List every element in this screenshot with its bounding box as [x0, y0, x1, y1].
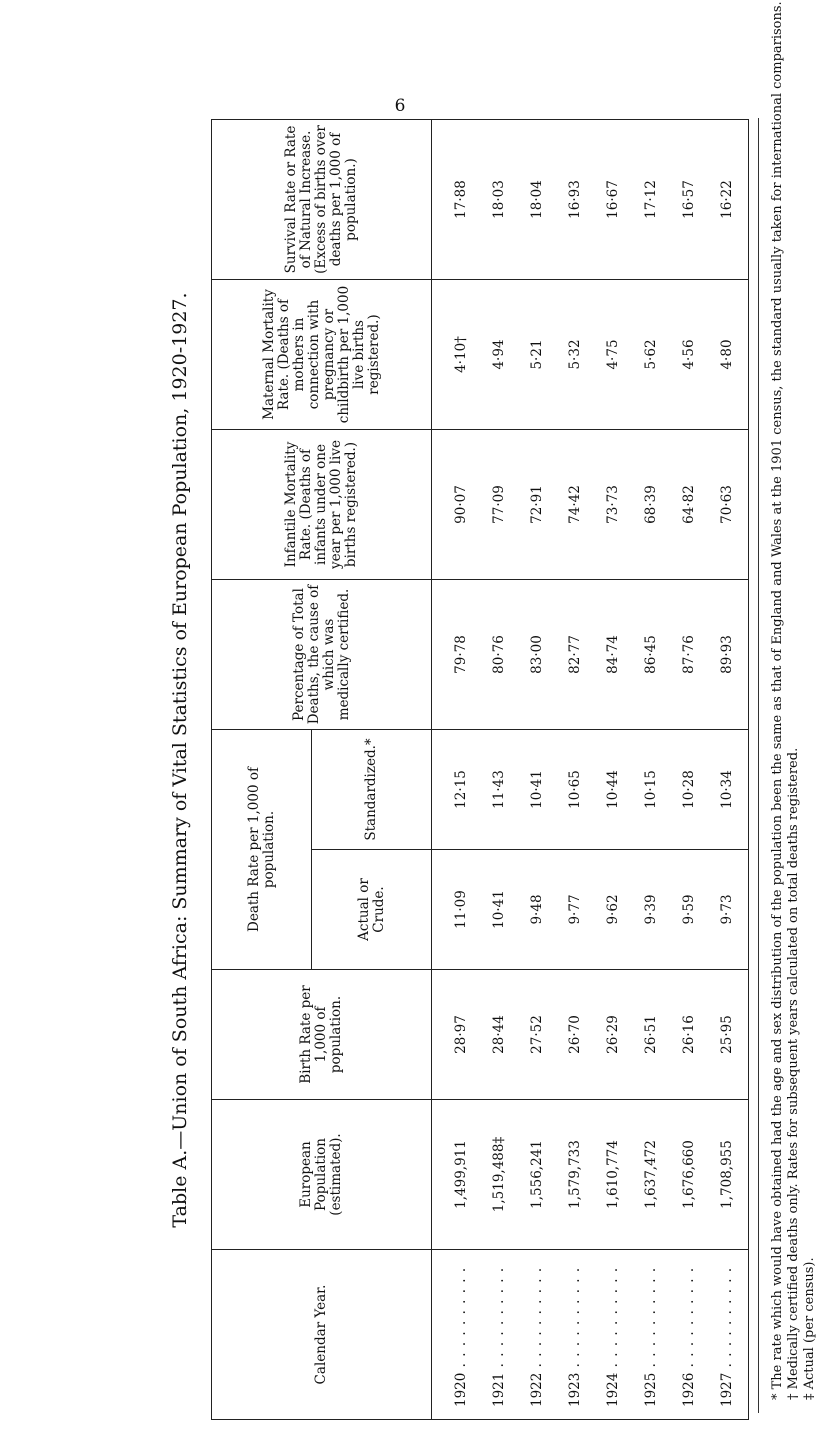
cell-year: 1924 . . . . . . . . . . [605, 1266, 621, 1407]
footnote-certified: † Medically certified deaths only. Rates for subsequent years calculated on total deaths registered. [786, 747, 801, 1400]
cell-standardized: 10·28 [681, 770, 697, 809]
cell-population: 1,708,955 [719, 1140, 735, 1209]
cell-survival: 16·93 [567, 180, 583, 219]
cell-birth: 26·29 [605, 1015, 621, 1054]
cell-birth: 25·95 [719, 1015, 735, 1054]
certified-column [432, 580, 749, 730]
cell-year: 1923 . . . . . . . . . . [567, 1266, 583, 1407]
cell-standardized: 12·15 [453, 770, 469, 809]
cell-maternal: 4·80 [719, 339, 735, 370]
cell-survival: 17·88 [453, 180, 469, 219]
dot-leader: . . . . . . . . . . [529, 1266, 545, 1373]
cell-infant: 64·82 [681, 485, 697, 524]
cell-infant: 74·42 [567, 485, 583, 524]
cell-standardized: 10·34 [719, 770, 735, 809]
header-birth-rate: Birth Rate per 1,000 of population. [212, 970, 432, 1100]
header-year: Calendar Year. [212, 1250, 432, 1420]
table-title: Table A.—Union of South Africa: Summary of Vital Statistics of European Population, 1920-1927. [169, 292, 191, 1228]
dot-leader: . . . . . . . . . . [605, 1266, 621, 1373]
header-death-rate: Death Rate per 1,000 of population. [212, 730, 312, 970]
cell-survival: 16·22 [719, 180, 735, 219]
year-column [432, 1250, 749, 1420]
cell-infant: 90·07 [453, 485, 469, 524]
dot-leader: . . . . . . . . . . [681, 1266, 697, 1373]
cell-survival: 17·12 [643, 180, 659, 219]
cell-certified: 87·76 [681, 635, 697, 674]
death-actual-column [432, 850, 749, 970]
survival-rate-column [432, 120, 749, 280]
cell-maternal: 4·94 [491, 339, 507, 370]
cell-standardized: 10·65 [567, 770, 583, 809]
cell-standardized: 10·41 [529, 770, 545, 809]
dot-leader: . . . . . . . . . . [567, 1266, 583, 1373]
cell-population: 1,676,660 [681, 1140, 697, 1209]
cell-actual: 9·77 [567, 894, 583, 925]
cell-maternal: 4·75 [605, 339, 621, 370]
dot-leader: . . . . . . . . . . [491, 1266, 507, 1373]
cell-certified: 80·76 [491, 635, 507, 674]
cell-standardized: 11·43 [491, 770, 507, 809]
dot-leader: . . . . . . . . . . [643, 1266, 659, 1373]
cell-certified: 86·45 [643, 635, 659, 674]
cell-actual: 9·39 [643, 894, 659, 925]
cell-maternal: 4·56 [681, 339, 697, 370]
cell-maternal: 5·21 [529, 339, 545, 370]
cell-population: 1,579,733 [567, 1140, 583, 1209]
cell-standardized: 10·44 [605, 770, 621, 809]
cell-maternal: 5·62 [643, 339, 659, 370]
cell-standardized: 10·15 [643, 770, 659, 809]
cell-maternal: 4·10† [453, 336, 469, 373]
cell-actual: 11·09 [453, 890, 469, 929]
cell-certified: 82·77 [567, 635, 583, 674]
cell-certified: 79·78 [453, 635, 469, 674]
cell-birth: 26·16 [681, 1015, 697, 1054]
footnote-standardized: * The rate which would have obtained had the age and sex distribution of the population been the same as that of England and Wales at the 1901 census, the standard usually taken for international comparisons. [770, 1, 785, 1400]
cell-year: 1927 . . . . . . . . . . [719, 1266, 735, 1407]
dot-leader: . . . . . . . . . . [453, 1266, 469, 1373]
cell-year: 1921 . . . . . . . . . . [491, 1266, 507, 1407]
cell-actual: 9·73 [719, 894, 735, 925]
header-death-standardized: Standardized.* [312, 730, 432, 850]
cell-year: 1926 . . . . . . . . . . [681, 1266, 697, 1407]
cell-population: 1,556,241 [529, 1140, 545, 1209]
cell-actual: 9·48 [529, 894, 545, 925]
cell-maternal: 5·32 [567, 339, 583, 370]
footnote-census: ‡ Actual (per census). [802, 1257, 817, 1400]
cell-infant: 68·39 [643, 485, 659, 524]
dot-leader: . . . . . . . . . . [719, 1266, 735, 1373]
cell-certified: 83·00 [529, 635, 545, 674]
cell-year: 1920 . . . . . . . . . . [453, 1266, 469, 1407]
header-death-actual: Actual or Crude. [312, 850, 432, 970]
cell-population: 1,610,774 [605, 1140, 621, 1209]
cell-birth: 26·70 [567, 1015, 583, 1054]
header-survival-rate: Survival Rate or Rate of Natural Increase. (Excess of births over deaths per 1,000 of population.) [212, 120, 432, 280]
cell-survival: 16·67 [605, 180, 621, 219]
cell-population: 1,519,488‡ [491, 1136, 507, 1213]
cell-survival: 18·04 [529, 180, 545, 219]
cell-actual: 9·62 [605, 894, 621, 925]
footnotes [770, 1, 818, 1400]
vital-statistics-table [211, 120, 741, 1420]
cell-year: 1925 . . . . . . . . . . [643, 1266, 659, 1407]
header-population: European Population (estimated). [212, 1100, 432, 1250]
cell-infant: 77·09 [491, 485, 507, 524]
cell-birth: 28·44 [491, 1015, 507, 1054]
cell-infant: 73·73 [605, 485, 621, 524]
cell-birth: 28·97 [453, 1015, 469, 1054]
maternal-mortality-column [432, 280, 749, 430]
cell-birth: 26·51 [643, 1015, 659, 1054]
population-column [432, 1100, 749, 1250]
cell-year: 1922 . . . . . . . . . . [529, 1266, 545, 1407]
cell-population: 1,499,911 [453, 1140, 469, 1209]
header-certified: Percentage of Total Deaths, the cause of which was medically certified. [212, 580, 432, 730]
header-infant-mortality: Infantile Mortality Rate. (Deaths of infants under one year per 1,000 live births registered.) [212, 430, 432, 580]
margin-rule [758, 118, 759, 1413]
cell-infant: 70·63 [719, 485, 735, 524]
birth-rate-column [432, 970, 749, 1100]
cell-survival: 16·57 [681, 180, 697, 219]
cell-certified: 84·74 [605, 635, 621, 674]
header-maternal-mortality: Maternal Mortality Rate. (Deaths of mothers in connection with pregnancy or childbirth per 1,000 live births registered.) [212, 280, 432, 430]
infant-mortality-column [432, 430, 749, 580]
cell-actual: 9·59 [681, 894, 697, 925]
death-standardized-column [432, 730, 749, 850]
cell-population: 1,637,472 [643, 1140, 659, 1209]
cell-infant: 72·91 [529, 485, 545, 524]
page-number: 6 [394, 96, 406, 116]
cell-actual: 10·41 [491, 890, 507, 929]
cell-birth: 27·52 [529, 1015, 545, 1054]
cell-certified: 89·93 [719, 635, 735, 674]
cell-survival: 18·03 [491, 180, 507, 219]
